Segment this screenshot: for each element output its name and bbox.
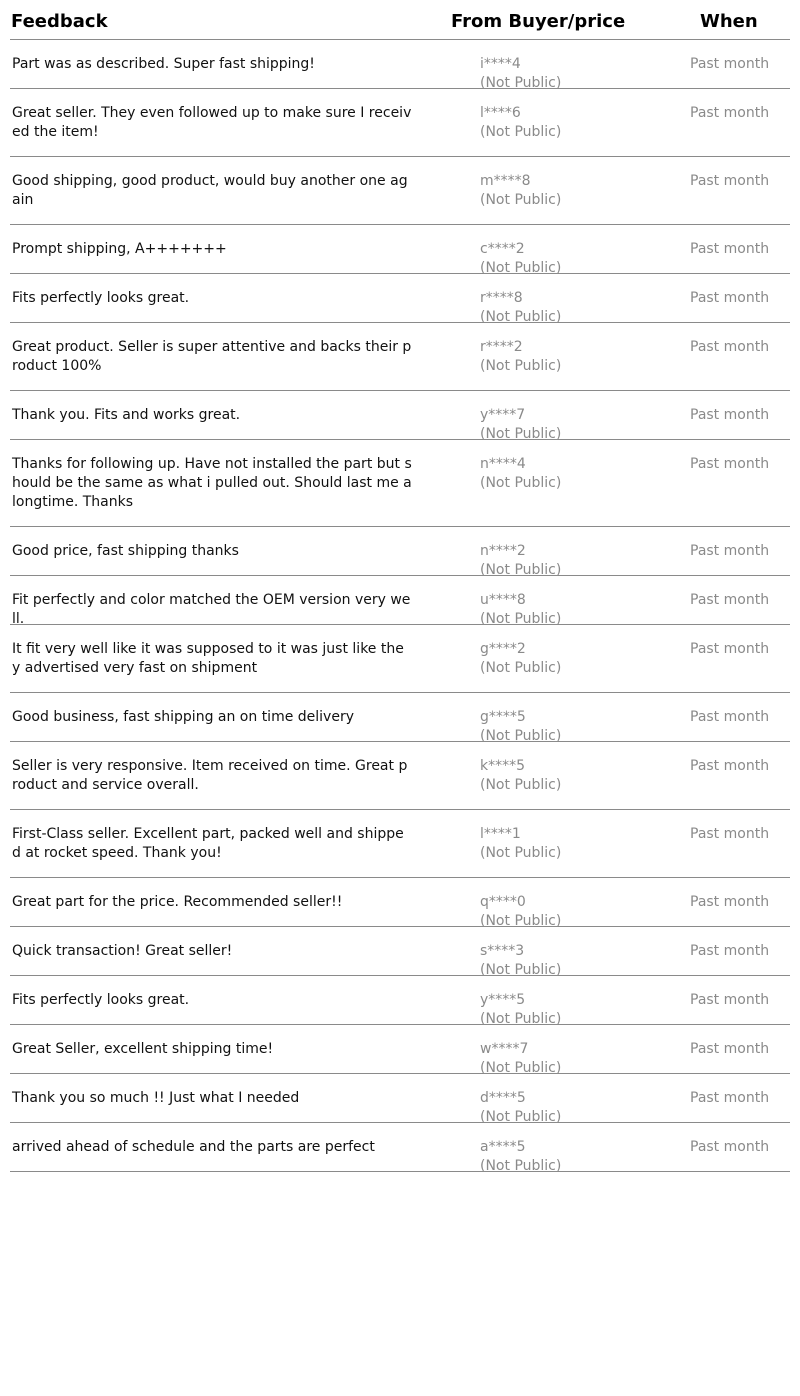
feedback-time: Past month bbox=[690, 894, 770, 910]
buyer-cell bbox=[480, 1138, 561, 1176]
feedback-comment: Prompt shipping, A+++++++ bbox=[12, 241, 227, 257]
feedback-time: Past month bbox=[690, 641, 770, 657]
buyer-id: d****5 bbox=[480, 1090, 526, 1106]
feedback-time: Past month bbox=[690, 992, 770, 1008]
header-when: When bbox=[700, 11, 758, 32]
price-visibility: (Not Public) bbox=[480, 913, 562, 929]
table-row bbox=[10, 576, 790, 625]
table-row bbox=[10, 40, 790, 89]
buyer-id: q****0 bbox=[480, 894, 526, 910]
price-visibility: (Not Public) bbox=[480, 358, 562, 374]
buyer-cell bbox=[480, 757, 561, 795]
buyer-id: l****6 bbox=[480, 105, 521, 121]
feedback-time: Past month bbox=[690, 290, 770, 306]
price-visibility: (Not Public) bbox=[480, 260, 562, 276]
buyer-cell bbox=[480, 942, 561, 980]
price-visibility: (Not Public) bbox=[480, 728, 562, 744]
feedback-time: Past month bbox=[690, 543, 770, 559]
table-row bbox=[10, 225, 790, 274]
buyer-id: u****8 bbox=[480, 592, 526, 608]
table-row bbox=[10, 323, 790, 391]
buyer-cell bbox=[480, 991, 561, 1029]
feedback-comment: arrived ahead of schedule and the parts are perfect bbox=[12, 1139, 375, 1155]
price-visibility: (Not Public) bbox=[480, 1109, 562, 1125]
feedback-time: Past month bbox=[690, 1041, 770, 1057]
buyer-cell bbox=[480, 406, 561, 444]
buyer-cell bbox=[480, 240, 561, 278]
header-feedback: Feedback bbox=[11, 11, 108, 32]
table-row bbox=[10, 625, 790, 693]
feedback-time: Past month bbox=[690, 943, 770, 959]
buyer-id: n****4 bbox=[480, 456, 526, 472]
buyer-cell bbox=[480, 1089, 561, 1127]
table-row bbox=[10, 878, 790, 927]
feedback-comment: Seller is very responsive. Item received on time. Great product and service overall. bbox=[12, 758, 408, 793]
table-row bbox=[10, 1025, 790, 1074]
feedback-time: Past month bbox=[690, 1090, 770, 1106]
table-row bbox=[10, 810, 790, 878]
table-row bbox=[10, 1123, 790, 1172]
table-row bbox=[10, 742, 790, 810]
buyer-id: m****8 bbox=[480, 173, 531, 189]
buyer-id: c****2 bbox=[480, 241, 525, 257]
buyer-cell bbox=[480, 640, 561, 678]
price-visibility: (Not Public) bbox=[480, 1011, 562, 1027]
buyer-cell bbox=[480, 591, 561, 629]
feedback-time: Past month bbox=[690, 407, 770, 423]
feedback-time: Past month bbox=[690, 173, 770, 189]
feedback-comment: Fit perfectly and color matched the OEM version very well. bbox=[12, 592, 411, 627]
feedback-table bbox=[10, 0, 790, 1172]
feedback-comment: Quick transaction! Great seller! bbox=[12, 943, 233, 959]
buyer-cell bbox=[480, 289, 561, 327]
price-visibility: (Not Public) bbox=[480, 777, 562, 793]
buyer-id: n****2 bbox=[480, 543, 526, 559]
buyer-id: y****7 bbox=[480, 407, 526, 423]
feedback-time: Past month bbox=[690, 1139, 770, 1155]
buyer-cell bbox=[480, 455, 561, 493]
feedback-time: Past month bbox=[690, 241, 770, 257]
feedback-comment: Fits perfectly looks great. bbox=[12, 992, 190, 1008]
buyer-cell bbox=[480, 338, 561, 376]
buyer-id: l****1 bbox=[480, 826, 521, 842]
price-visibility: (Not Public) bbox=[480, 660, 562, 676]
price-visibility: (Not Public) bbox=[480, 475, 562, 491]
table-row bbox=[10, 927, 790, 976]
price-visibility: (Not Public) bbox=[480, 962, 562, 978]
price-visibility: (Not Public) bbox=[480, 611, 562, 627]
table-row bbox=[10, 157, 790, 225]
price-visibility: (Not Public) bbox=[480, 1158, 562, 1174]
buyer-id: a****5 bbox=[480, 1139, 526, 1155]
buyer-id: y****5 bbox=[480, 992, 526, 1008]
feedback-comment: Part was as described. Super fast shipping! bbox=[12, 56, 315, 72]
table-row bbox=[10, 440, 790, 527]
buyer-cell bbox=[480, 1040, 561, 1078]
feedback-comment: Thanks for following up. Have not installed the part but should be the same as what i pulled out. Should last me a longtime. Thanks bbox=[12, 456, 417, 510]
table-header bbox=[10, 0, 790, 40]
table-row bbox=[10, 693, 790, 742]
feedback-comment: Fits perfectly looks great. bbox=[12, 290, 190, 306]
table-row bbox=[10, 391, 790, 440]
price-visibility: (Not Public) bbox=[480, 562, 562, 578]
table-row bbox=[10, 274, 790, 323]
feedback-comment: Great Seller, excellent shipping time! bbox=[12, 1041, 274, 1057]
feedback-time: Past month bbox=[690, 826, 770, 842]
table-row bbox=[10, 1074, 790, 1123]
feedback-time: Past month bbox=[690, 339, 770, 355]
price-visibility: (Not Public) bbox=[480, 426, 562, 442]
table-row bbox=[10, 89, 790, 157]
buyer-id: i****4 bbox=[480, 56, 521, 72]
feedback-comment: Good business, fast shipping an on time delivery bbox=[12, 709, 354, 725]
table-row bbox=[10, 527, 790, 576]
feedback-comment: Great part for the price. Recommended seller!! bbox=[12, 894, 343, 910]
buyer-id: r****8 bbox=[480, 290, 523, 306]
header-from-buyer-price: From Buyer/price bbox=[451, 11, 626, 32]
feedback-comment: Good price, fast shipping thanks bbox=[12, 543, 239, 559]
feedback-comment: Great product. Seller is super attentive and backs their product 100% bbox=[12, 339, 412, 374]
buyer-id: g****5 bbox=[480, 709, 526, 725]
buyer-cell bbox=[480, 104, 561, 142]
buyer-cell bbox=[480, 172, 561, 210]
buyer-cell bbox=[480, 893, 561, 931]
price-visibility: (Not Public) bbox=[480, 845, 562, 861]
buyer-id: w****7 bbox=[480, 1041, 529, 1057]
price-visibility: (Not Public) bbox=[480, 309, 562, 325]
buyer-id: s****3 bbox=[480, 943, 525, 959]
feedback-time: Past month bbox=[690, 56, 770, 72]
feedback-time: Past month bbox=[690, 105, 770, 121]
buyer-id: g****2 bbox=[480, 641, 526, 657]
price-visibility: (Not Public) bbox=[480, 192, 562, 208]
feedback-comment: Good shipping, good product, would buy another one again bbox=[12, 173, 408, 208]
buyer-id: r****2 bbox=[480, 339, 523, 355]
buyer-cell bbox=[480, 55, 561, 93]
feedback-comment: Great seller. They even followed up to make sure I received the item! bbox=[12, 105, 412, 140]
feedback-comment: It fit very well like it was supposed to it was just like they advertised very fast on shipment bbox=[12, 641, 404, 676]
feedback-time: Past month bbox=[690, 758, 770, 774]
feedback-time: Past month bbox=[690, 456, 770, 472]
buyer-cell bbox=[480, 542, 561, 580]
feedback-time: Past month bbox=[690, 709, 770, 725]
buyer-cell bbox=[480, 708, 561, 746]
feedback-time: Past month bbox=[690, 592, 770, 608]
buyer-cell bbox=[480, 825, 561, 863]
buyer-id: k****5 bbox=[480, 758, 526, 774]
feedback-comment: First-Class seller. Excellent part, packed well and shipped at rocket speed. Thank you! bbox=[12, 826, 404, 861]
price-visibility: (Not Public) bbox=[480, 1060, 562, 1076]
feedback-comment: Thank you. Fits and works great. bbox=[12, 407, 241, 423]
price-visibility: (Not Public) bbox=[480, 75, 562, 91]
feedback-comment: Thank you so much !! Just what I needed bbox=[12, 1090, 300, 1106]
table-row bbox=[10, 976, 790, 1025]
price-visibility: (Not Public) bbox=[480, 124, 562, 140]
